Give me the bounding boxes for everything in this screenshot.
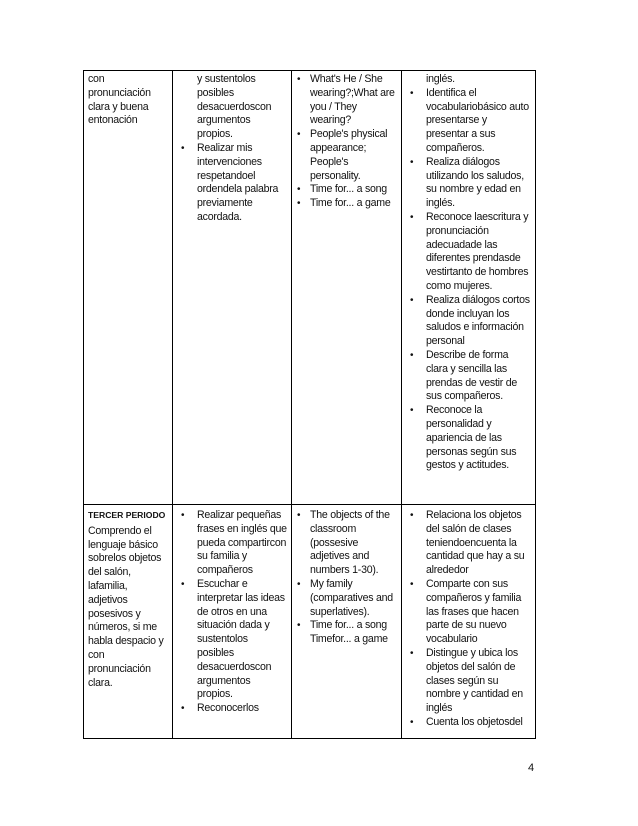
competencies-cell [173,505,292,739]
list-item: • Time for... a game [297,197,391,210]
indicators-cell [402,505,536,739]
list-item: • Identifica el vocabulariobásico auto presentarse y presentar a sus compañeros. [410,86,529,154]
list-item: • The objects of the classroom (possesive adjetives and numbers 1-30). [297,509,390,577]
list-item: • Reconoce la personalidad y apariencia de las personas según sus gestos y actitudes. [410,404,517,472]
period-label: TERCER PERIODO [88,510,166,520]
list-item: • Escuchar e interpretar las ideas de otros en una situación dada y sustentolos posibles desacuerdoscon argumentos propios. [181,577,285,701]
list-item: • Time for... a song [297,183,387,196]
bullet-icon: • [410,294,414,306]
table-row [84,71,536,505]
bullet-icon: • [297,129,301,141]
list-item: • My family (comparatives and superlatives). [297,577,393,618]
indicators-cell [402,71,536,505]
list-item: • Describe de forma clara y sencilla las prendas de vestir de sus compañeros. [410,348,517,403]
topics-cell [292,71,402,505]
bullet-icon: • [297,184,301,196]
list-item: • Relaciona los objetos del salón de clases teniendoencuenta la cantidad que hay a su alrededor [410,509,525,577]
indicator-continuation: inglés. [426,73,455,85]
indicators-list [406,87,531,473]
bullet-icon: • [297,578,301,590]
bullet-icon: • [410,716,414,728]
topics-list [296,73,397,211]
list-item: • Realiza diálogos cortos donde incluyan los saludos e información personal [410,293,530,348]
bullet-icon: • [181,703,185,715]
bullet-icon: • [410,87,414,99]
competency-list [177,142,287,225]
table-row [84,505,536,739]
bullet-icon: • [410,405,414,417]
bullet-icon: • [297,74,301,85]
competency-list [177,509,287,716]
topics-cell [292,505,402,739]
standard-cell [84,71,173,505]
topics-list [296,509,397,633]
list-item: • Comparte con sus compañeros y familia las frases que hacen parte de su nuevo vocabulario [410,577,522,646]
bullet-icon: • [181,510,185,521]
standard-text: con pronunciación clara y buena entonación [88,73,151,127]
bullet-icon: • [181,578,185,590]
bullet-icon: • [297,510,301,521]
competencies-cell [173,71,292,505]
list-item: • Realizar mis intervenciones respetandoel ordendela palabra previamente acordada. [181,141,279,223]
bullet-icon: • [410,647,414,659]
topic-tail: Timefor... a game [310,633,388,646]
list-item: • What's He / She wearing?;What are you / They wearing? [297,73,395,127]
bullet-icon: • [297,620,301,632]
bullet-icon: • [410,510,414,521]
bullet-icon: • [410,578,414,590]
curriculum-table-container [83,70,535,739]
bullet-icon: • [181,142,185,154]
bullet-icon: • [410,156,414,168]
list-item: • Cuenta los objetosdel [410,715,523,728]
indicators-list [406,509,531,730]
standard-cell [84,505,173,739]
list-item: • People's physical appearance; People's personality. [297,128,388,182]
bullet-icon: • [297,198,301,210]
competency-continuation: y sustentolos posibles desacuerdoscon argumentos propios. [197,73,272,141]
bullet-icon: • [410,211,414,223]
list-item: • Reconocerlos [181,702,259,715]
list-item: • Realiza diálogos utilizando los saludos, su nombre y edad en inglés. [410,155,524,210]
list-item: • Distingue y ubica los objetos del salón de clases según su nombre y cantidad en inglés [410,646,523,715]
curriculum-table [83,70,536,739]
list-item: • Time for... a song [297,619,387,632]
standard-text: Comprendo el lenguaje básico sobrelos objetos del salón, lafamilia, adjetivos posesivos y números, si me habla despacio y con pronunciación clara. [88,524,164,689]
list-item: • Reconoce laescritura y pronunciación adecuadade las diferentes prendasde vestirtanto de hombres como mujeres. [410,210,529,292]
bullet-icon: • [410,349,414,361]
list-item: • Realizar pequeñas frases en inglés que pueda compartircon su familia y compañeros [181,509,287,577]
page-number: 4 [528,762,535,774]
